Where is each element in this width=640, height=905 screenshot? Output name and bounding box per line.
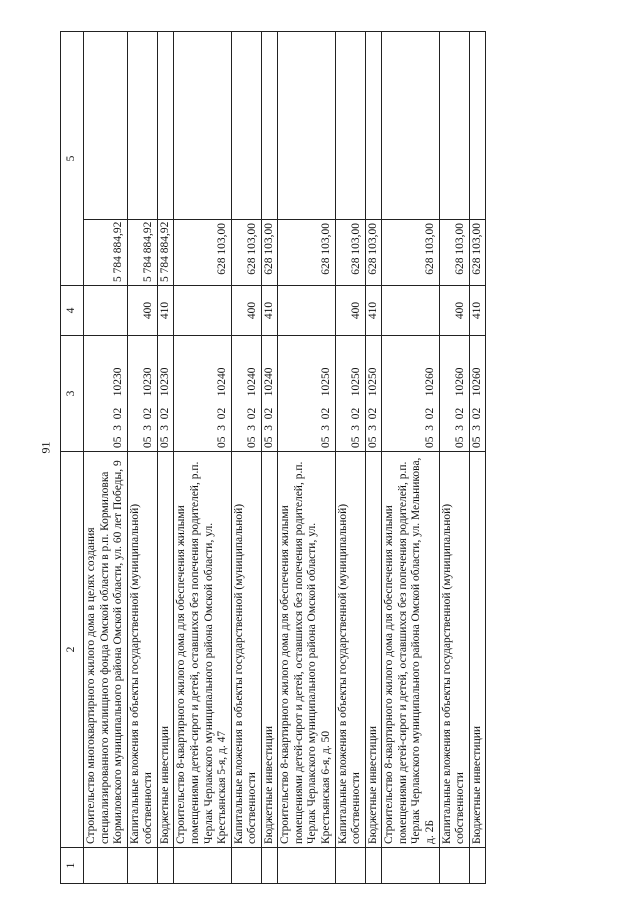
table-row [84,32,128,884]
name-cell: Бюджетные инвестиции [365,452,382,848]
name-cell: Капитальные вложения в объекты государственной (муниципальной) собственности [231,452,261,848]
budget-table [60,31,486,884]
code-cell: 05 3 02 10240 [231,336,261,452]
rotated-sheet [60,32,606,884]
spacer-cell [382,32,439,220]
index-cell [439,848,469,884]
page-number: 91 [38,441,53,454]
spacer-cell [469,32,486,220]
table-row [174,32,231,884]
name-cell: Строительство многоквартирного жилого дома в целях создания специализированного жилищного фонда Омской области в р.п. Кормиловка Кормиловского муниципального района Омской области, ул. 60 лет Победы, 9 [84,452,128,848]
name-cell: Капитальные вложения в объекты государственной (муниципальной) собственности [439,452,469,848]
expense-type-cell [174,286,231,336]
expense-type-cell: 410 [261,286,278,336]
code-cell: 05 3 02 10260 [439,336,469,452]
name-cell: Капитальные вложения в объекты государственной (муниципальной) собственности [335,452,365,848]
spacer-cell [335,32,365,220]
code-cell: 05 3 02 10250 [365,336,382,452]
name-cell: Строительство 8-квартирного жилого дома для обеспечения жилыми помещениями детей-сирот и детей, оставшихся без попечения родителей, р.п. Черлак Черлакского муниципального района Омской области, ул. Крестьянская 6-я, д. 50 [278,452,335,848]
code-cell: 05 3 02 10260 [469,336,486,452]
code-cell: 05 3 02 10230 [127,336,157,452]
amount-cell: 628 103,00 [382,220,439,286]
header-cell-4: 4 [61,286,84,336]
index-cell [365,848,382,884]
table-row [335,32,365,884]
name-cell: Бюджетные инвестиции [261,452,278,848]
code-cell: 05 3 02 10250 [335,336,365,452]
index-cell [84,848,128,884]
index-cell [261,848,278,884]
amount-cell: 628 103,00 [469,220,486,286]
code-cell: 05 3 02 10240 [261,336,278,452]
name-cell: Строительство 8-квартирного жилого дома для обеспечения жилыми помещениями детей-сирот и детей, оставшихся без попечения родителей, р.п. Черлак Черлакского муниципального района Омской области, ул. Крестьянская 5-я, д. 47 [174,452,231,848]
index-cell [157,848,174,884]
spacer-cell [365,32,382,220]
expense-type-cell: 400 [439,286,469,336]
spacer-cell [84,32,128,220]
amount-cell: 628 103,00 [335,220,365,286]
amount-cell: 628 103,00 [439,220,469,286]
code-cell: 05 3 02 10230 [157,336,174,452]
amount-cell: 628 103,00 [231,220,261,286]
table-row [231,32,261,884]
name-cell: Бюджетные инвестиции [469,452,486,848]
expense-type-cell: 400 [231,286,261,336]
code-cell: 05 3 02 10260 [382,336,439,452]
table-row [469,32,486,884]
index-cell [382,848,439,884]
code-cell: 05 3 02 10250 [278,336,335,452]
table-row [278,32,335,884]
index-cell [278,848,335,884]
expense-type-cell: 400 [127,286,157,336]
header-cell-5: 5 [61,32,84,286]
name-cell: Бюджетные инвестиции [157,452,174,848]
name-cell: Капитальные вложения в объекты государственной (муниципальной) собственности [127,452,157,848]
header-cell-3: 3 [61,336,84,452]
table-row [382,32,439,884]
spacer-cell [174,32,231,220]
index-cell [335,848,365,884]
table-row [261,32,278,884]
spacer-cell [127,32,157,220]
spacer-cell [157,32,174,220]
table-row [439,32,469,884]
table-row [365,32,382,884]
amount-cell: 628 103,00 [261,220,278,286]
expense-type-cell: 410 [469,286,486,336]
expense-type-cell: 400 [335,286,365,336]
table-header-row [61,32,84,884]
expense-type-cell [84,286,128,336]
table-row [157,32,174,884]
name-cell: Строительство 8-квартирного жилого дома для обеспечения жилыми помещениями детей-сирот и детей, оставшихся без попечения родителей, р.п. Черлак Черлакского муниципального района Омской области, ул. Мельникова, д. 2Б [382,452,439,848]
amount-cell: 5 784 884,92 [127,220,157,286]
amount-cell: 5 784 884,92 [157,220,174,286]
amount-cell: 5 784 884,92 [84,220,128,286]
table-row [127,32,157,884]
amount-cell: 628 103,00 [174,220,231,286]
index-cell [127,848,157,884]
expense-type-cell [278,286,335,336]
spacer-cell [261,32,278,220]
expense-type-cell: 410 [157,286,174,336]
spacer-cell [278,32,335,220]
spacer-cell [231,32,261,220]
expense-type-cell [382,286,439,336]
amount-cell: 628 103,00 [278,220,335,286]
spacer-cell [439,32,469,220]
index-cell [174,848,231,884]
header-cell-1: 1 [61,848,84,884]
code-cell: 05 3 02 10230 [84,336,128,452]
index-cell [231,848,261,884]
code-cell: 05 3 02 10240 [174,336,231,452]
index-cell [469,848,486,884]
amount-cell: 628 103,00 [365,220,382,286]
header-cell-2: 2 [61,452,84,848]
document-scan [60,32,606,884]
expense-type-cell: 410 [365,286,382,336]
